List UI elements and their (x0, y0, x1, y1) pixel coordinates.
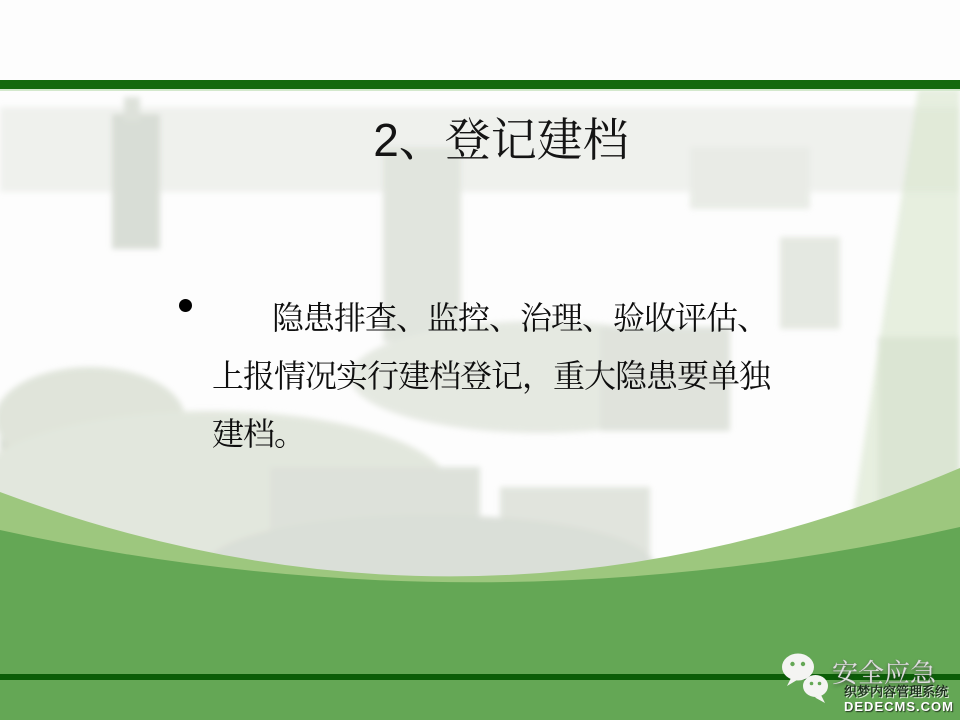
watermark-brand-text: 安全应急 (832, 658, 937, 688)
body-line-3: 建档。 (212, 416, 306, 452)
header-divider-bar (0, 80, 960, 91)
watermark-cms-text: 织梦内容管理系统 (844, 684, 949, 699)
watermark-domain-text: DEDECMS.COM (844, 699, 954, 714)
body-line-1: 隐患排查、监控、治理、验收评估、 (272, 300, 769, 336)
slide-title: 2、登记建档 (373, 114, 629, 166)
wechat-icon (780, 650, 832, 704)
body-line-2: 上报情况实行建档登记，重大隐患要单独 (212, 358, 771, 394)
bullet-dot (179, 299, 192, 312)
